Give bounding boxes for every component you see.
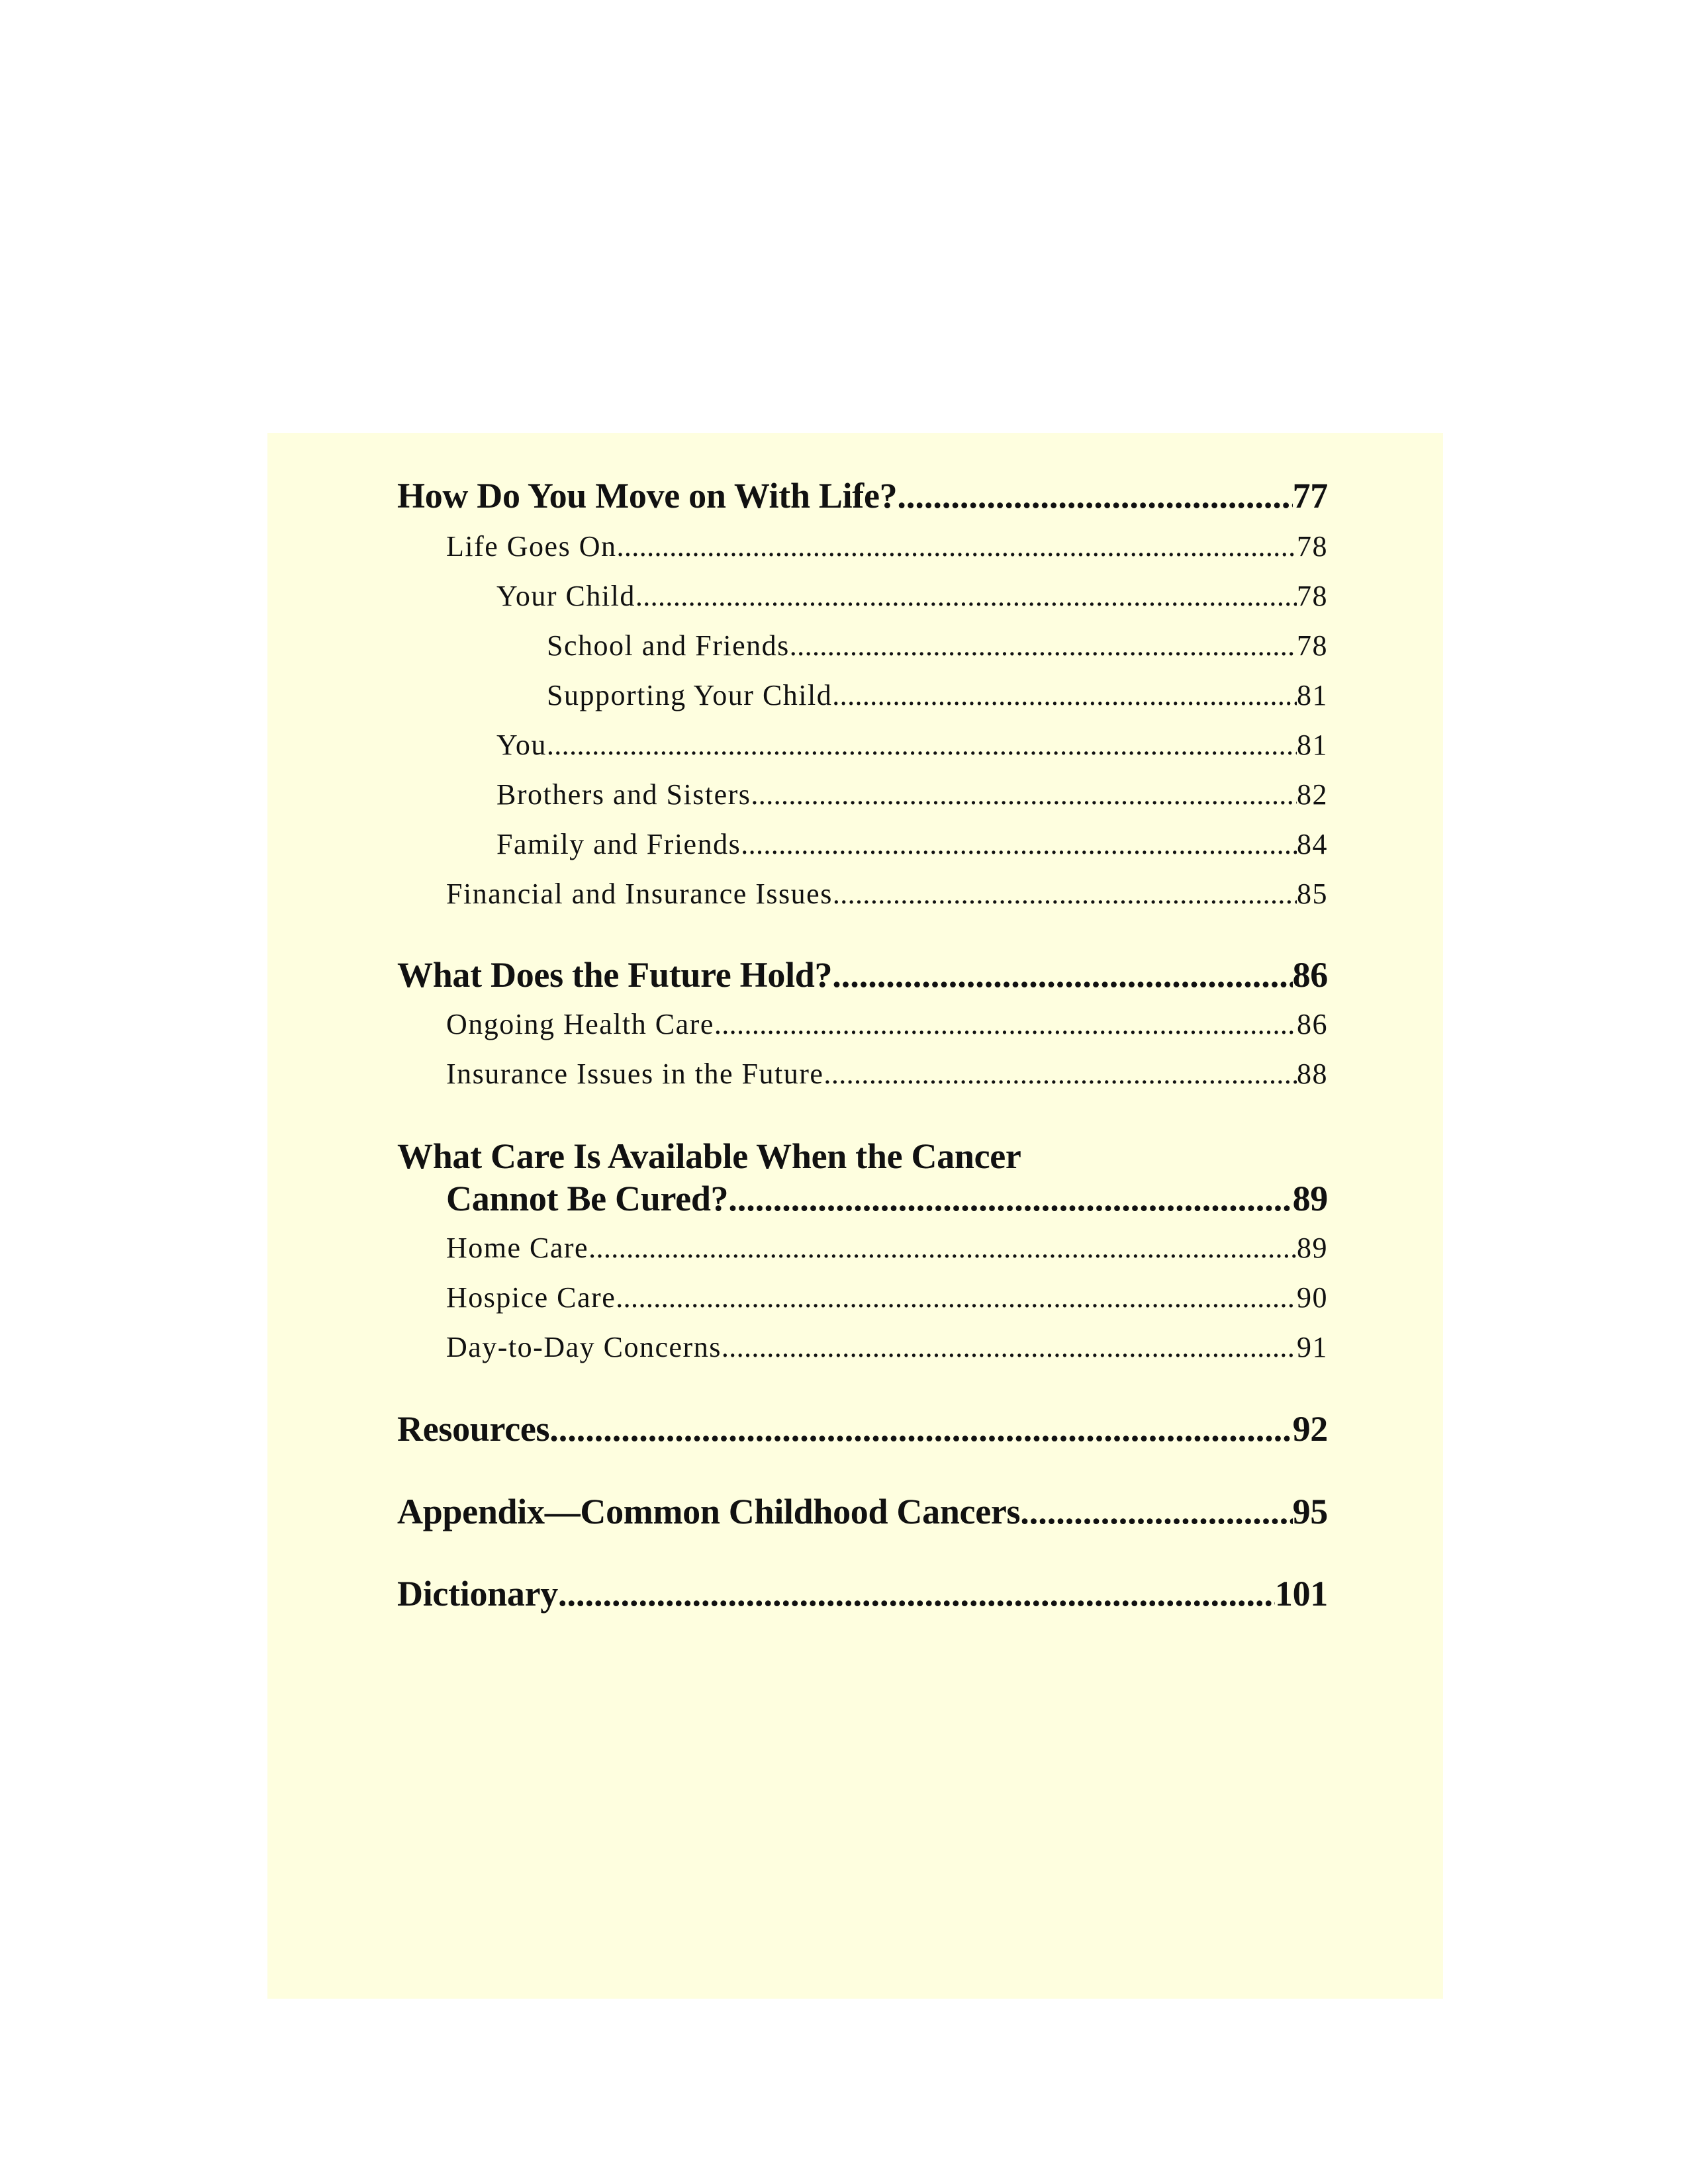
toc-section-title: Dictionary (397, 1574, 558, 1614)
toc-section-title: Resources (397, 1409, 550, 1449)
toc-page-number: 88 (1297, 1058, 1328, 1090)
toc-entry-label: Supporting Your Child (547, 679, 833, 711)
toc-page-number: 86 (1292, 955, 1328, 995)
toc-page-number: 92 (1292, 1409, 1328, 1449)
toc-section-title: What Does the Future Hold? (397, 955, 833, 995)
toc-entry[interactable] (397, 877, 1328, 911)
toc-section-title-line2: Cannot Be Cured? (446, 1179, 729, 1218)
toc-page-number: 91 (1297, 1331, 1328, 1363)
toc-entry[interactable] (397, 778, 1328, 811)
dot-leader (1020, 1491, 1292, 1532)
toc-entry-label: Day-to-Day Concerns (446, 1331, 722, 1363)
toc-page-panel (267, 433, 1443, 1999)
toc-section-dictionary[interactable] (397, 1573, 1328, 1614)
toc-entry-label: Insurance Issues in the Future (446, 1058, 824, 1090)
toc-page-number: 86 (1297, 1008, 1328, 1040)
toc-entry[interactable] (397, 529, 1328, 563)
dot-leader (547, 728, 1297, 762)
dot-leader (741, 827, 1297, 861)
toc-page-number: 89 (1297, 1232, 1328, 1264)
toc-page-number: 85 (1297, 878, 1328, 910)
toc-entry-label: Ongoing Health Care (446, 1008, 714, 1040)
toc-page-number: 95 (1292, 1492, 1328, 1531)
dot-leader (823, 1057, 1297, 1091)
toc-section-title: How Do You Move on With Life? (397, 476, 898, 516)
dot-leader (722, 1330, 1297, 1364)
dot-leader (714, 1007, 1297, 1041)
dot-leader (617, 529, 1297, 563)
toc-entry-label: Hospice Care (446, 1281, 616, 1314)
dot-leader (728, 1178, 1292, 1219)
toc-section-future[interactable] (397, 954, 1328, 995)
toc-page-number: 84 (1297, 828, 1328, 860)
toc-entry[interactable] (397, 728, 1328, 762)
toc-page-number: 78 (1297, 580, 1328, 612)
toc-entry-label: Family and Friends (496, 828, 741, 860)
dot-leader (832, 678, 1297, 712)
toc-entry-label: Life Goes On (446, 530, 617, 563)
dot-leader (833, 877, 1297, 911)
toc-section-resources[interactable] (397, 1408, 1328, 1449)
toc-entry[interactable] (397, 1007, 1328, 1041)
toc-entry-label: Home Care (446, 1232, 589, 1264)
dot-leader (832, 954, 1292, 995)
toc-entry[interactable] (397, 827, 1328, 861)
toc-page-number: 89 (1292, 1179, 1328, 1218)
dot-leader (635, 579, 1297, 613)
toc-page-number: 78 (1297, 530, 1328, 563)
toc-entry[interactable] (397, 1281, 1328, 1314)
toc-entry[interactable] (397, 1231, 1328, 1265)
toc-page-number: 82 (1297, 778, 1328, 811)
toc-section-appendix[interactable] (397, 1491, 1328, 1532)
dot-leader (616, 1281, 1297, 1314)
dot-leader (588, 1231, 1297, 1265)
toc-page-number: 77 (1292, 476, 1328, 516)
dot-leader (790, 629, 1297, 662)
dot-leader (897, 475, 1292, 516)
toc-entry-label: You (496, 729, 547, 761)
toc-page-number: 81 (1297, 679, 1328, 711)
toc-entry-label: School and Friends (547, 629, 790, 662)
toc-section-care[interactable] (397, 1178, 1328, 1219)
toc-entry[interactable] (397, 1057, 1328, 1091)
toc-page-number: 101 (1274, 1574, 1328, 1614)
dot-leader (558, 1573, 1275, 1614)
toc-section-move-on[interactable] (397, 475, 1328, 516)
toc-entry[interactable] (397, 678, 1328, 712)
toc-entry[interactable] (397, 629, 1328, 662)
toc-entry[interactable] (397, 1330, 1328, 1364)
toc-entry[interactable] (397, 579, 1328, 613)
toc-section-title-line1[interactable]: What Care Is Available When the Cancer (397, 1136, 1021, 1176)
toc-entry-label: Financial and Insurance Issues (446, 878, 833, 910)
toc-section-title: Appendix—Common Childhood Cancers (397, 1492, 1021, 1531)
toc-page-number: 90 (1297, 1281, 1328, 1314)
toc-page-number: 78 (1297, 629, 1328, 662)
dot-leader (751, 778, 1297, 811)
dot-leader (549, 1408, 1292, 1449)
toc-entry-label: Your Child (496, 580, 635, 612)
toc-entry-label: Brothers and Sisters (496, 778, 751, 811)
toc-page-number: 81 (1297, 729, 1328, 761)
